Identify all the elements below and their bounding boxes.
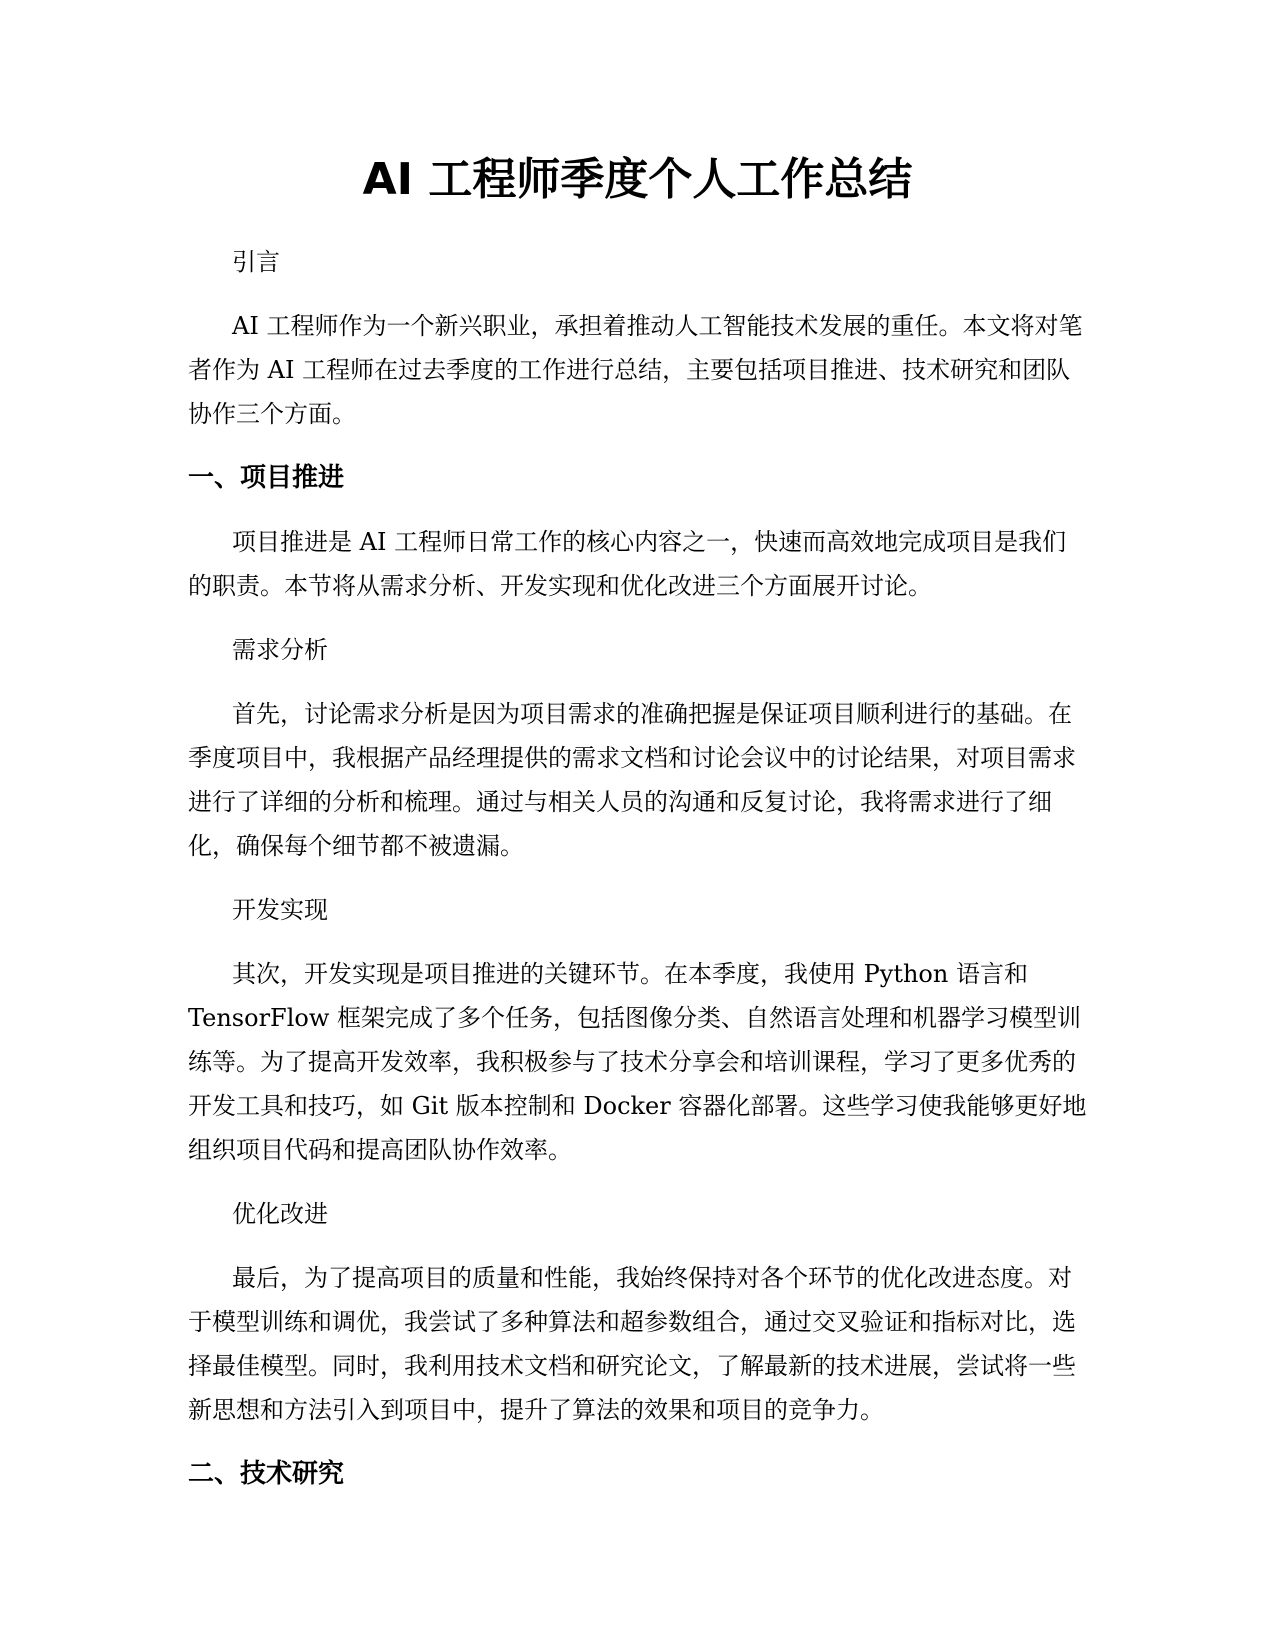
intro-label: 引言: [232, 248, 280, 276]
subsection-requirements-paragraph: 首先，讨论需求分析是因为项目需求的准确把握是保证项目顺利进行的基础。在季度项目中，我根据产品经理提供的需求文档和讨论会议中的讨论结果，对项目需求进行了详细的分析和梳理。通过与相关人员的沟通和反复讨论，我将需求进行了细化，确保每个细节都不被遗漏。: [188, 700, 1076, 860]
section-2-heading: 二、技术研究: [188, 1459, 345, 1489]
document-body: [188, 240, 1088, 1516]
document-title: AI 工程师季度个人工作总结: [362, 154, 913, 205]
subsection-development-label: 开发实现: [232, 896, 328, 924]
subsection-optimization-paragraph: 最后，为了提高项目的质量和性能，我始终保持对各个环节的优化改进态度。对于模型训练和调优，我尝试了多种算法和超参数组合，通过交叉验证和指标对比，选择最佳模型。同时，我利用技术文档和研究论文，了解最新的技术进展，尝试将一些新思想和方法引入到项目中，提升了算法的效果和项目的竞争力。: [188, 1264, 1076, 1424]
intro-paragraph: AI 工程师作为一个新兴职业，承担着推动人工智能技术发展的重任。本文将对笔者作为 AI 工程师在过去季度的工作进行总结，主要包括项目推进、技术研究和团队协作三个方面。: [188, 312, 1083, 428]
subsection-requirements-label: 需求分析: [232, 636, 328, 664]
section-1-heading: 一、项目推进: [188, 463, 345, 493]
section-1-paragraph: 项目推进是 AI 工程师日常工作的核心内容之一，快速而高效地完成项目是我们的职责。本节将从需求分析、开发实现和优化改进三个方面展开讨论。: [188, 528, 1067, 600]
subsection-optimization-label: 优化改进: [232, 1200, 328, 1228]
subsection-development-paragraph: 其次，开发实现是项目推进的关键环节。在本季度，我使用 Python 语言和 TensorFlow 框架完成了多个任务，包括图像分类、自然语言处理和机器学习模型训练等。为了提高开发效率，我积极参与了技术分享会和培训课程，学习了更多优秀的开发工具和技巧，如 Git 版本控制和 Docker 容器化部署。这些学习使我能够更好地组织项目代码和提高团队协作效率。: [188, 960, 1087, 1164]
